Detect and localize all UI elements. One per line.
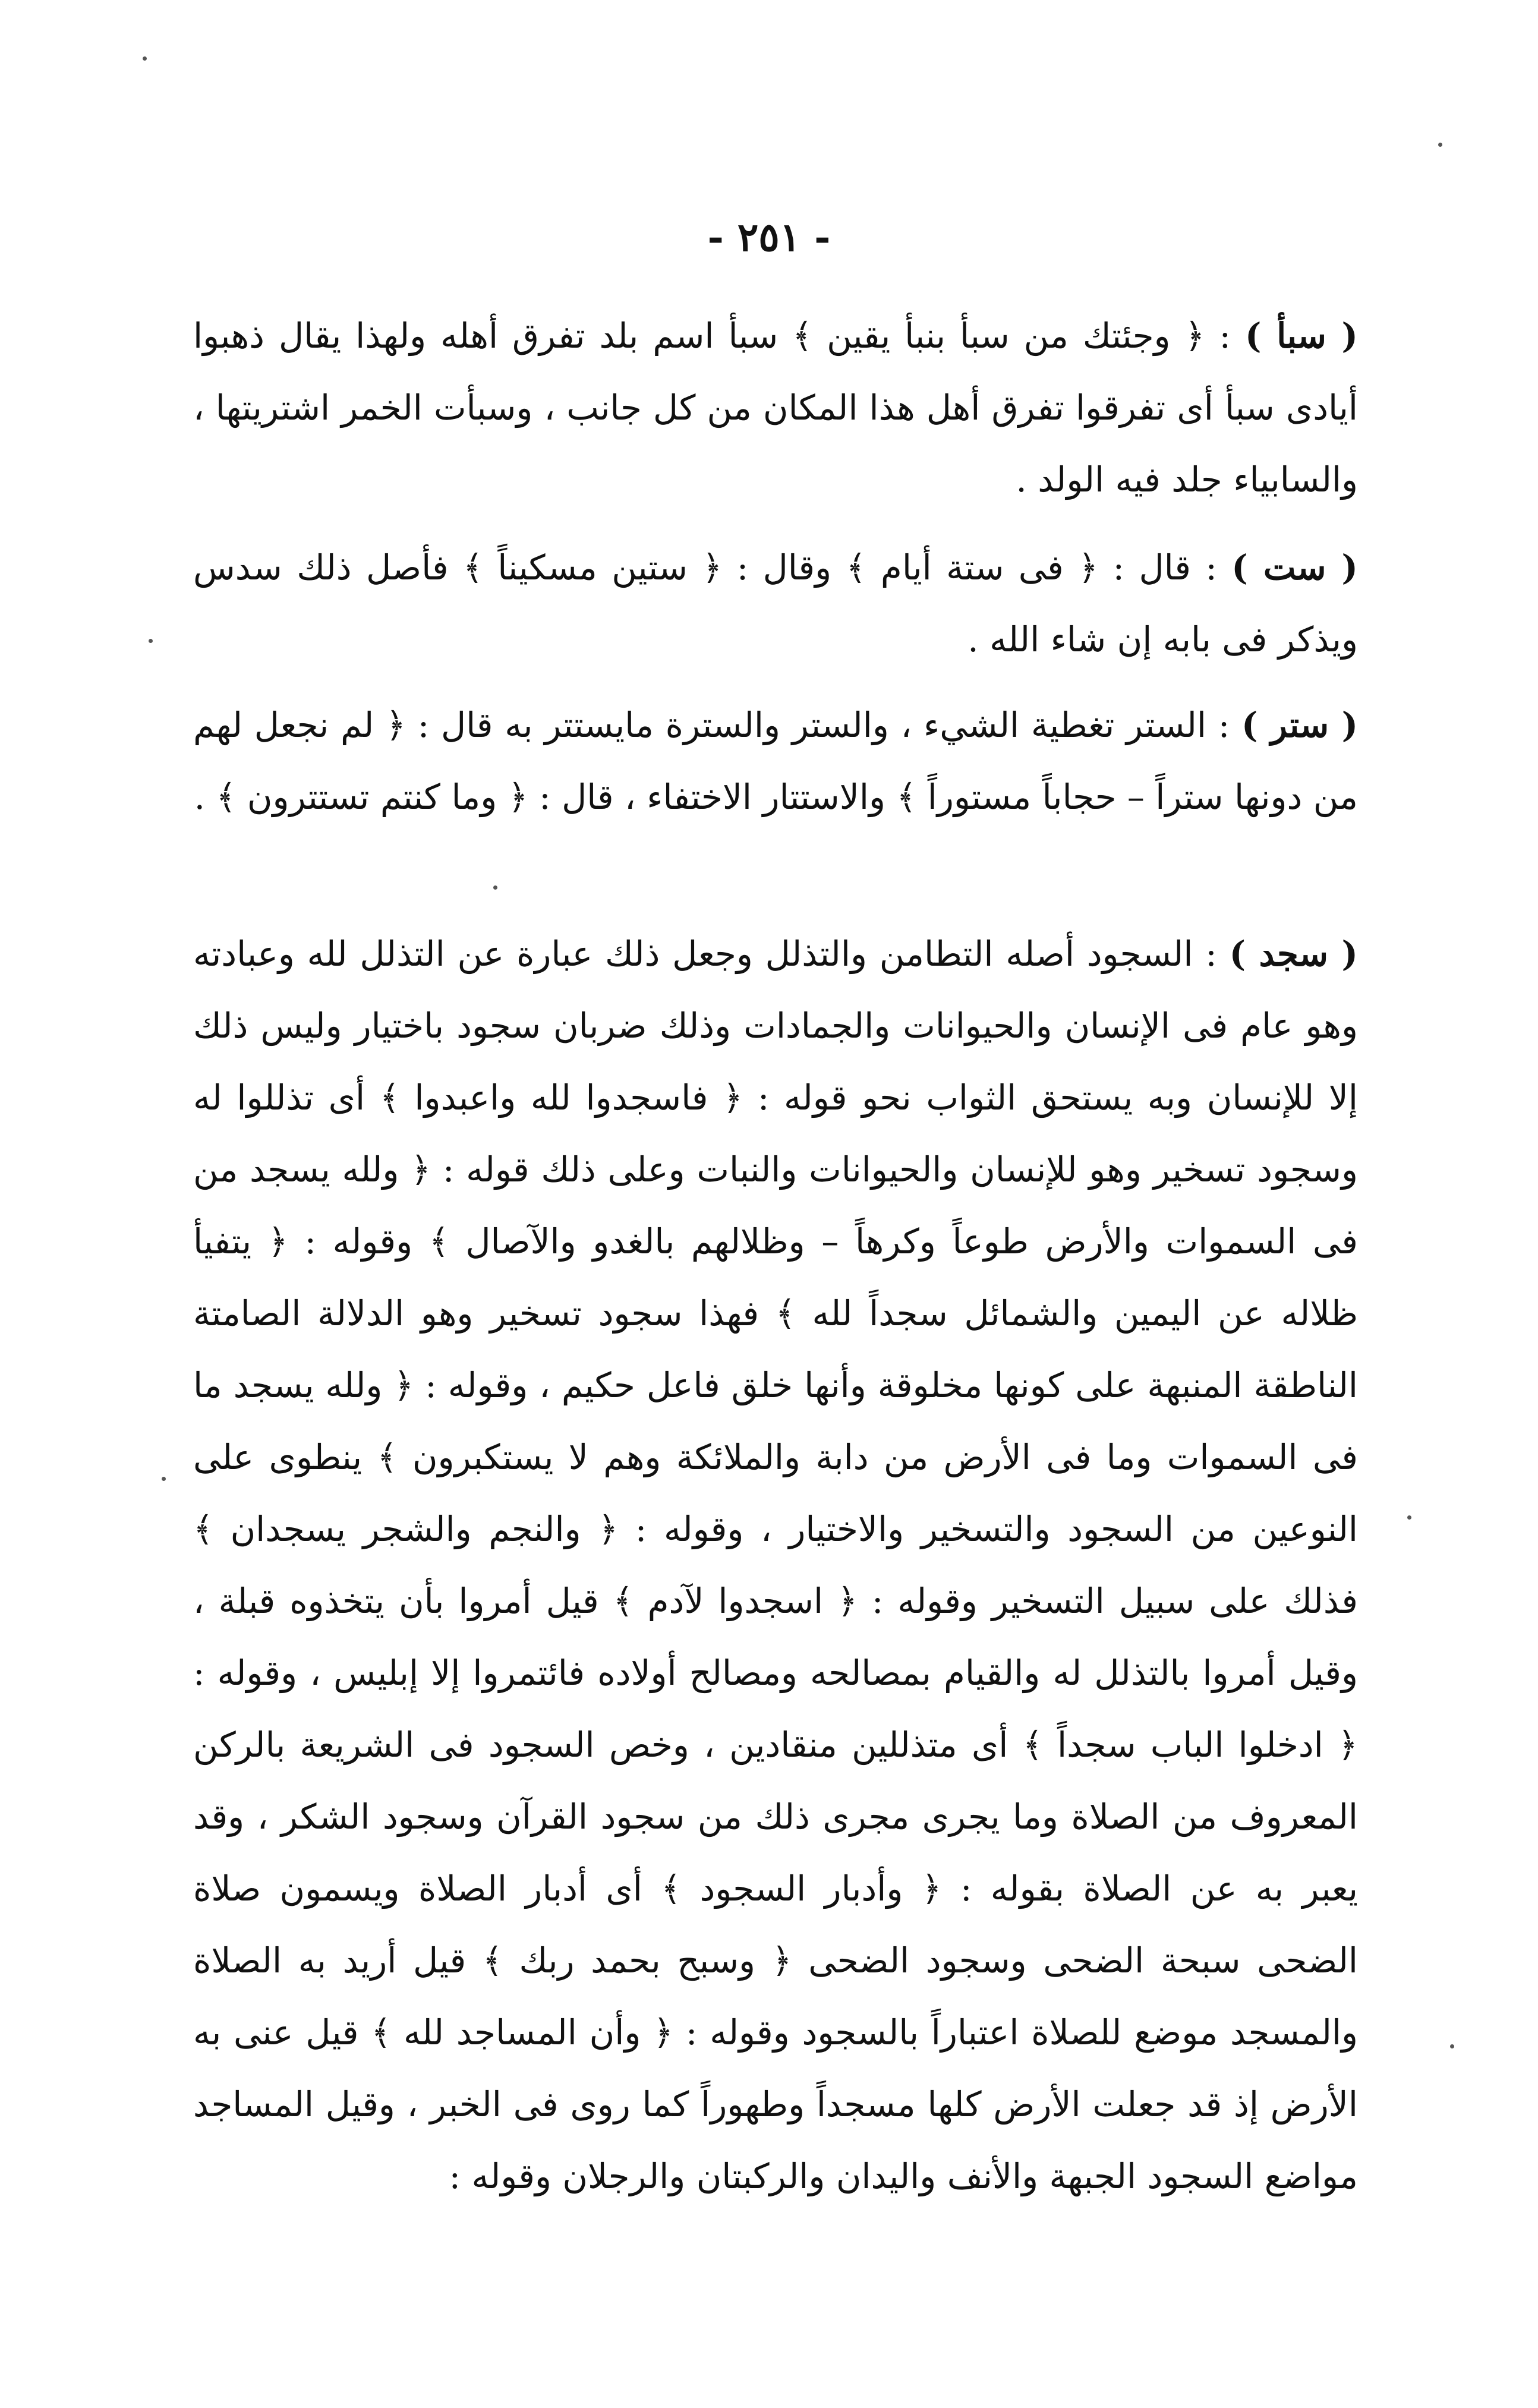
entry-headword: ( سبأ ) — [1244, 316, 1358, 356]
entry-satr — [193, 689, 1358, 833]
scan-speck — [1450, 2044, 1454, 2048]
entry-sajada — [193, 918, 1358, 2212]
entry-body: : الستر تغطية الشيء ، والستر والسترة مايستتر به قال : ﴿ لم نجعل لهم من دونها ستراً – حجاباً مستوراً ﴾ والاستتار الاختفاء ، قال : ﴿ وما كنتم تستترون ﴾ . — [193, 705, 1358, 817]
entry-headword: ( سجد ) — [1229, 934, 1358, 974]
entry-body: : السجود أصله التطامن والتذلل وجعل ذلك عبارة عن التذلل لله وعبادته وهو عام فى الإنسان والحيوانات والجمادات وذلك ضربان سجود باختيار وليس ذلك إلا للإنسان وبه يستحق الثواب نحو قوله : ﴿ فاسجدوا لله واعبدوا ﴾ أى تذللوا له وسجود تسخير وهو للإنسان والحيوانات والنبات وعلى ذلك قوله : ﴿ ولله يسجد من فى السموات والأرض طوعاً وكرهاً – وظلالهم بالغدو والآصال ﴾ وقوله : ﴿ يتفيأ ظلاله عن اليمين والشمائل سجداً لله ﴾ فهذا سجود تسخير وهو الدلالة الصامتة الناطقة المنبهة على كونها مخلوقة وأنها خلق فاعل حكيم ، وقوله : ﴿ ولله يسجد ما فى السموات وما فى الأرض من دابة والملائكة وهم لا يستكبرون ﴾ ينطوى على النوعين من السجود والتسخير والاختيار ، وقوله : ﴿ والنجم والشجر يسجدان ﴾ فذلك على سبيل التسخير وقوله : ﴿ اسجدوا لآدم ﴾ قيل أمروا بأن يتخذوه قبلة ، وقيل أمروا بالتذلل له والقيام بمصالحه ومصالح أولاده فائتمروا إلا إبليس ، وقوله : ﴿ ادخلوا الباب سجداً ﴾ أى متذللين منقادين ، وخص السجود فى الشريعة بالركن المعروف من الصلاة وما يجرى مجرى ذلك من سجود القرآن وسجود الشكر ، وقد يعبر به عن الصلاة بقوله : ﴿ وأدبار السجود ﴾ أى أدبار الصلاة ويسمون صلاة الضحى سبحة الضحى وسجود الضحى ﴿ وسبح بحمد ربك ﴾ قيل أريد به الصلاة والمسجد موضع للصلاة اعتباراً بالسجود وقوله : ﴿ وأن المساجد لله ﴾ قيل عنى به الأرض إذ قد جعلت الأرض كلها مسجداً وطهوراً كما روى فى الخبر ، وقيل المساجد مواضع السجود الجبهة والأنف واليدان والركبتان والرجلان وقوله : — [193, 934, 1358, 2196]
entry-sitt — [193, 532, 1358, 676]
scan-speck — [162, 1477, 166, 1481]
entry-paragraph — [193, 532, 1358, 676]
entry-paragraph — [193, 918, 1358, 2212]
entry-body: : قال : ﴿ فى ستة أيام ﴾ وقال : ﴿ ستين مسكيناً ﴾ فأصل ذلك سدس ويذكر فى بابه إن شاء الله . — [193, 547, 1358, 660]
scan-speck — [493, 885, 497, 890]
scan-speck — [149, 639, 153, 643]
scan-speck — [1438, 143, 1442, 147]
scan-speck — [143, 56, 147, 61]
entry-body: : ﴿ وجئتك من سبأ بنبأ يقين ﴾ سبأ اسم بلد تفرق أهله ولهذا يقال ذهبوا أيادى سبأ أى تفرقوا تفرق أهل هذا المكان من كل جانب ، وسبأت الخمر اشتريتها ، والسابياء جلد فيه الولد . — [193, 316, 1358, 500]
page-number: - ٢٥١ - — [707, 214, 831, 260]
entry-saba — [193, 300, 1358, 516]
entry-headword: ( ستر ) — [1241, 705, 1359, 745]
entry-paragraph — [193, 300, 1358, 516]
scan-speck — [1407, 1515, 1411, 1520]
entry-headword: ( ست ) — [1231, 547, 1359, 588]
entry-paragraph — [193, 689, 1358, 833]
